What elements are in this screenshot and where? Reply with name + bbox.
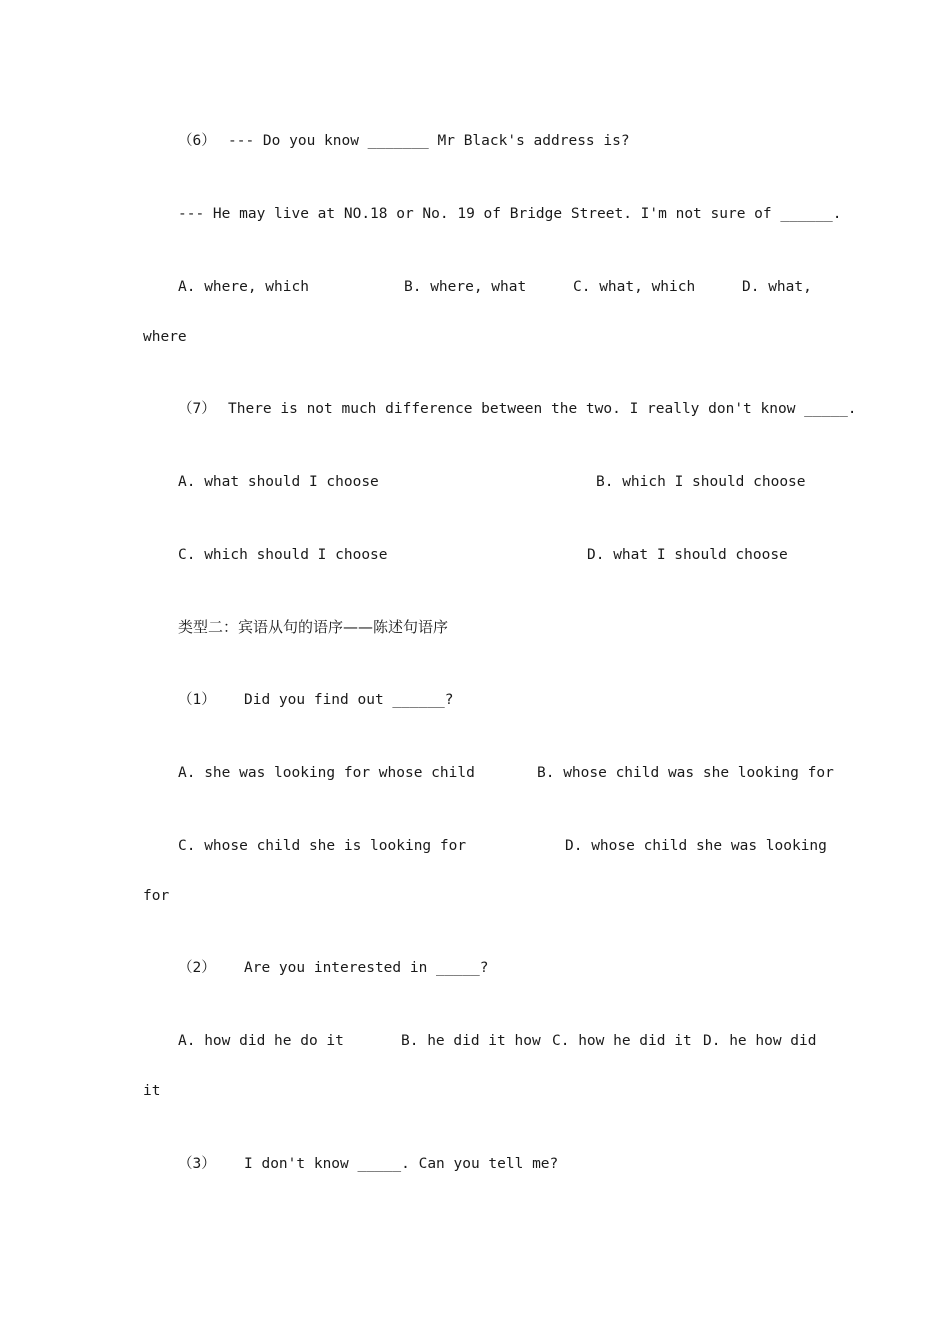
s2q1-option-b: B. whose child was she looking for: [537, 765, 834, 781]
s2q1-option-d: D. whose child she was looking: [565, 838, 827, 854]
s2q3-stem: I don't know _____. Can you tell me?: [244, 1156, 559, 1172]
q6-option-c: C. what, which: [573, 279, 696, 295]
s2q1-option-a: A. she was looking for whose child: [178, 765, 475, 781]
s2q2-option-d: D. he how did: [703, 1033, 817, 1049]
q6-option-d-wrap: where: [143, 329, 187, 345]
q7-option-b: B. which I should choose: [596, 474, 806, 490]
q7-stem: There is not much difference between the two. I really don't know _____.: [228, 401, 857, 417]
q6-option-a: A. where, which: [178, 279, 309, 295]
s2q2-option-c: C. how he did it: [552, 1033, 692, 1049]
q7-option-d: D. what I should choose: [587, 547, 788, 563]
section-heading: 类型二：宾语从句的语序——陈述句语序: [178, 618, 449, 636]
s2q2-number: （2）: [178, 960, 216, 976]
q6-reply: --- He may live at NO.18 or No. 19 of Bridge Street. I'm not sure of ______.: [178, 206, 842, 222]
q7-option-c: C. which should I choose: [178, 547, 388, 563]
s2q1-option-d-wrap: for: [143, 888, 170, 904]
s2q2-stem: Are you interested in _____?: [244, 960, 489, 976]
s2q2-option-d-wrap: it: [143, 1083, 161, 1099]
q7-option-a: A. what should I choose: [178, 474, 379, 490]
q7-number: （7）: [178, 401, 216, 417]
s2q3-number: （3）: [178, 1156, 216, 1172]
s2q1-stem: Did you find out ______?: [244, 692, 454, 708]
s2q2-option-b: B. he did it how: [401, 1033, 541, 1049]
q6-option-d: D. what,: [742, 279, 812, 295]
q6-stem: --- Do you know _______ Mr Black's address is?: [228, 133, 630, 149]
s2q1-number: （1）: [178, 692, 216, 708]
s2q2-option-a: A. how did he do it: [178, 1033, 344, 1049]
q6-number: （6）: [178, 133, 216, 149]
s2q1-option-c: C. whose child she is looking for: [178, 838, 467, 854]
q6-option-b: B. where, what: [404, 279, 527, 295]
